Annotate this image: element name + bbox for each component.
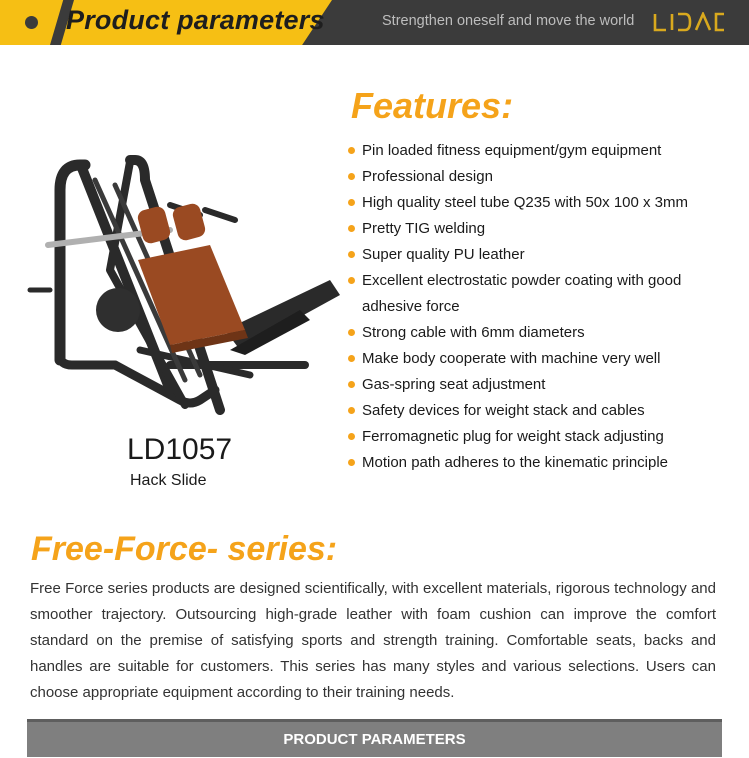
bullet-icon bbox=[348, 225, 355, 232]
header-title: Product parameters bbox=[66, 5, 325, 35]
product-name: Hack Slide bbox=[130, 472, 207, 489]
bullet-icon bbox=[348, 433, 355, 440]
features-title: Features: bbox=[351, 85, 514, 126]
feature-item: Make body cooperate with machine very well bbox=[346, 346, 736, 372]
feature-item: Super quality PU leather bbox=[346, 242, 736, 268]
bullet-icon bbox=[348, 173, 355, 180]
feature-item: Safety devices for weight stack and cables bbox=[346, 398, 736, 424]
header-slogan: Strengthen oneself and move the world bbox=[382, 13, 635, 29]
feature-item: Ferromagnetic plug for weight stack adjusting bbox=[346, 424, 736, 450]
hack-slide-machine-image bbox=[20, 150, 340, 420]
feature-item: Professional design bbox=[346, 164, 736, 190]
bullet-icon bbox=[348, 355, 355, 362]
bullet-icon bbox=[348, 329, 355, 336]
bullet-icon bbox=[348, 199, 355, 206]
feature-item: Strong cable with 6mm diameters bbox=[346, 320, 736, 346]
bullet-icon bbox=[348, 407, 355, 414]
product-model: LD1057 bbox=[127, 433, 233, 466]
bullet-icon bbox=[348, 251, 355, 258]
feature-item: Motion path adheres to the kinematic principle bbox=[346, 450, 736, 476]
features-list bbox=[346, 138, 736, 476]
bullet-icon bbox=[348, 147, 355, 154]
series-description: Free Force series products are designed scientifically, with excellent materials, rigorous technology and smoother trajectory. Outsourcing high-grade leather with foam cushion can improve the comfort standard on the premise of satisfying sports and strength training. Comfortable seats, backs and handles are suitable for customers. This series has many styles and various selections. Users can choose appropriate equipment according to their training needs. bbox=[30, 580, 716, 701]
feature-item: Excellent electrostatic powder coating with good adhesive force bbox=[346, 268, 736, 320]
product-parameters-label: PRODUCT PARAMETERS bbox=[283, 731, 466, 748]
feature-item: Pretty TIG welding bbox=[346, 216, 736, 242]
feature-item: Pin loaded fitness equipment/gym equipment bbox=[346, 138, 736, 164]
bullet-icon bbox=[348, 381, 355, 388]
brand-logo bbox=[652, 12, 726, 32]
page-header bbox=[0, 0, 749, 45]
bullet-icon bbox=[348, 277, 355, 284]
series-title: Free-Force- series: bbox=[31, 530, 338, 568]
feature-item: High quality steel tube Q235 with 50x 100 x 3mm bbox=[346, 190, 736, 216]
bullet-icon bbox=[348, 459, 355, 466]
header-dot-icon bbox=[25, 16, 38, 29]
product-parameters-bar bbox=[27, 719, 722, 757]
feature-item: Gas-spring seat adjustment bbox=[346, 372, 736, 398]
